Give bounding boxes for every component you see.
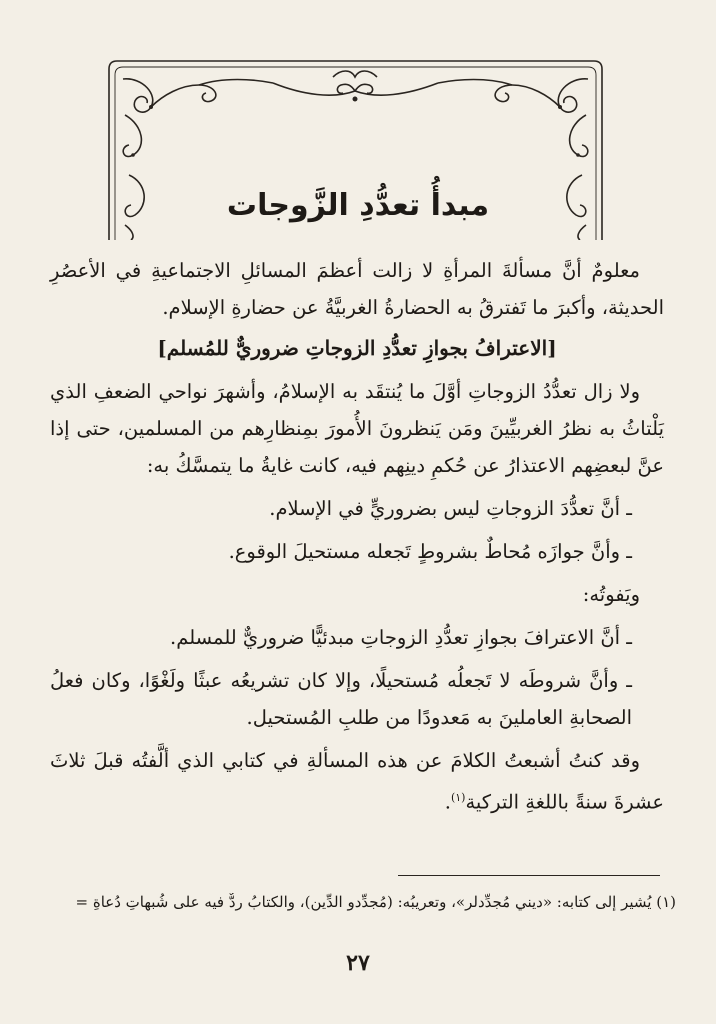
paragraph-intro: معلومٌ أنَّ مسألةَ المرأةِ لا زالت أعظمَ المسائلِ الاجتماعيةِ في الأعصُرِ الحديثة، وأكبرَ ما تَفترقُ به الحضارةُ الغربيَّةُ عن حضارةِ الإسلام. <box>50 259 664 319</box>
footnote-divider <box>398 875 660 876</box>
footnote: (١) يُشير إلى كتابه: «ديني مُجدِّدلر»، وتعريبُه: (مُجدِّدو الدِّين)، والكتابُ ردٌّ فيه على شُبهاتِ دُعاةِ = <box>75 893 676 911</box>
list-item: ـ أنَّ تعدُّدَ الزوجاتِ ليس بضروريٍّ في الإسلام. <box>269 497 632 520</box>
paragraph-closing <box>50 742 664 821</box>
footnote-reference: (١) <box>450 791 466 804</box>
body-text <box>50 252 664 821</box>
list-item: ـ أنَّ الاعترافَ بجوازِ تعدُّدِ الزوجاتِ مبدئيًّا ضروريٌّ للمسلم. <box>170 626 632 649</box>
closing-text: وقد كنتُ أشبعتُ الكلامَ عن هذه المسألةِ في كتابي الذي ألَّفتُه قبلَ ثلاثَ عشرةَ سنةً باللغةِ التركية <box>50 749 664 814</box>
paragraph-misses: ويَفوتُه: <box>582 583 640 606</box>
paragraph-criticism: ولا زال تعدُّدُ الزوجاتِ أوَّلَ ما يُنتقَد به الإسلامُ، وأشهرَ نواحي الضعفِ الذي يَلْتاثُ به نظرُ الغربيِّينَ ومَن يَنظرونَ الأُمورَ بمِنظارِهم من المسلمين، حتى إذا عنَّ لبعضِهم الاعتذارُ عن حُكمِ دينِهم فيه، كانت غايةُ ما يتمسَّكُ به: <box>50 380 664 477</box>
section-subheading: [الاعترافُ بجوازِ تعدُّدِ الزوجاتِ ضروريٌّ للمُسلم] <box>157 336 557 360</box>
chapter-title: مبدأُ تعدُّدِ الزَّوجات <box>226 188 490 223</box>
closing-period: . <box>444 790 451 814</box>
page-number: ٢٧ <box>346 950 370 976</box>
list-item: ـ وأنَّ جوازَه مُحاطٌ بشروطٍ تَجعله مستحيلَ الوقوع. <box>228 540 632 563</box>
list-item: ـ وأنَّ شروطَه لا تَجعلُه مُستحيلًا، وإلا كان تشريعُه عبثًا ولَغْوًا، وكان فعلُ الصحابةِ العاملينَ به مَعدودًا من طلبِ المُستحيل. <box>50 669 632 729</box>
